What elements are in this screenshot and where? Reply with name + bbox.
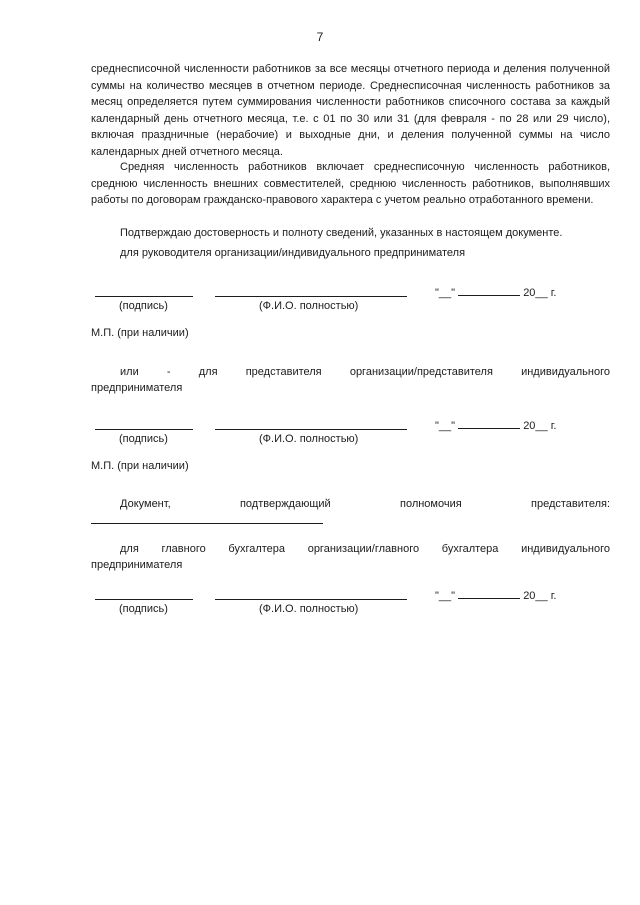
name-line[interactable] [215,429,407,430]
paragraph-for-representative-cont: предпринимателя [91,382,183,394]
date-month-line [458,588,520,599]
paragraph-average-headcount: Средняя численность работников включает среднесписочную численность работников, среднюю численность внешних совместителей, среднюю численность работников, выполнявших работы по договорам гражданско-правового характера с учетом реально отработанного времени. [91,161,610,206]
page-number: 7 [316,30,324,44]
date-day: __ [438,590,452,602]
paragraph-headcount-definition: среднесписочной численности работников за все месяцы отчетного периода и деления полученной суммы на количество месяцев в отчетном периоде. Среднесписочная численность работников за месяц определяется путем суммирования численности работников списочного состава за каждый календарный день отчетного месяца, т.е. с 01 по 30 или 31 (для февраля - по 28 или 29 число), включая праздничные (нерабочие) и выходные дни, и деления полученной суммы на число календарных дней отчетного месяца. [91,63,610,158]
date-month-line [458,418,520,429]
signature-line[interactable] [95,296,193,297]
stamp-label: М.П. (при наличии) [91,460,189,472]
date-year: 20__ г. [523,590,557,602]
signature-caption: (подпись) [119,433,168,445]
paragraph-for-representative: или - для представителя организации/представителя индивидуального [120,366,610,378]
authority-document-line[interactable] [91,523,323,524]
stamp-label: М.П. (при наличии) [91,327,189,339]
name-caption: (Ф.И.О. полностью) [259,603,359,615]
paragraph-for-chief-accountant: для главного бухгалтера организации/главного бухгалтера индивидуального [120,543,610,555]
date-day: __ [438,420,452,432]
paragraph-for-chief-accountant-cont: предпринимателя [91,559,183,571]
paragraph-authority-document: Документ, подтверждающий полномочия представителя: [120,498,610,510]
signature-caption: (подпись) [119,603,168,615]
name-caption: (Ф.И.О. полностью) [259,433,359,445]
name-line[interactable] [215,599,407,600]
date-field[interactable]: "__" 20__ г. [435,590,557,602]
date-year: 20__ г. [523,287,557,299]
paragraph-for-head: для руководителя организации/индивидуального предпринимателя [120,247,466,259]
date-field[interactable]: "__" 20__ г. [435,420,557,432]
date-month-line [458,285,520,296]
name-caption: (Ф.И.О. полностью) [259,300,359,312]
date-field[interactable]: "__" 20__ г. [435,287,557,299]
signature-line[interactable] [95,599,193,600]
date-year: 20__ г. [523,420,557,432]
name-line[interactable] [215,296,407,297]
paragraph-confirmation: Подтверждаю достоверность и полноту сведений, указанных в настоящем документе. [120,227,563,239]
signature-line[interactable] [95,429,193,430]
date-day: __ [438,287,452,299]
signature-caption: (подпись) [119,300,168,312]
